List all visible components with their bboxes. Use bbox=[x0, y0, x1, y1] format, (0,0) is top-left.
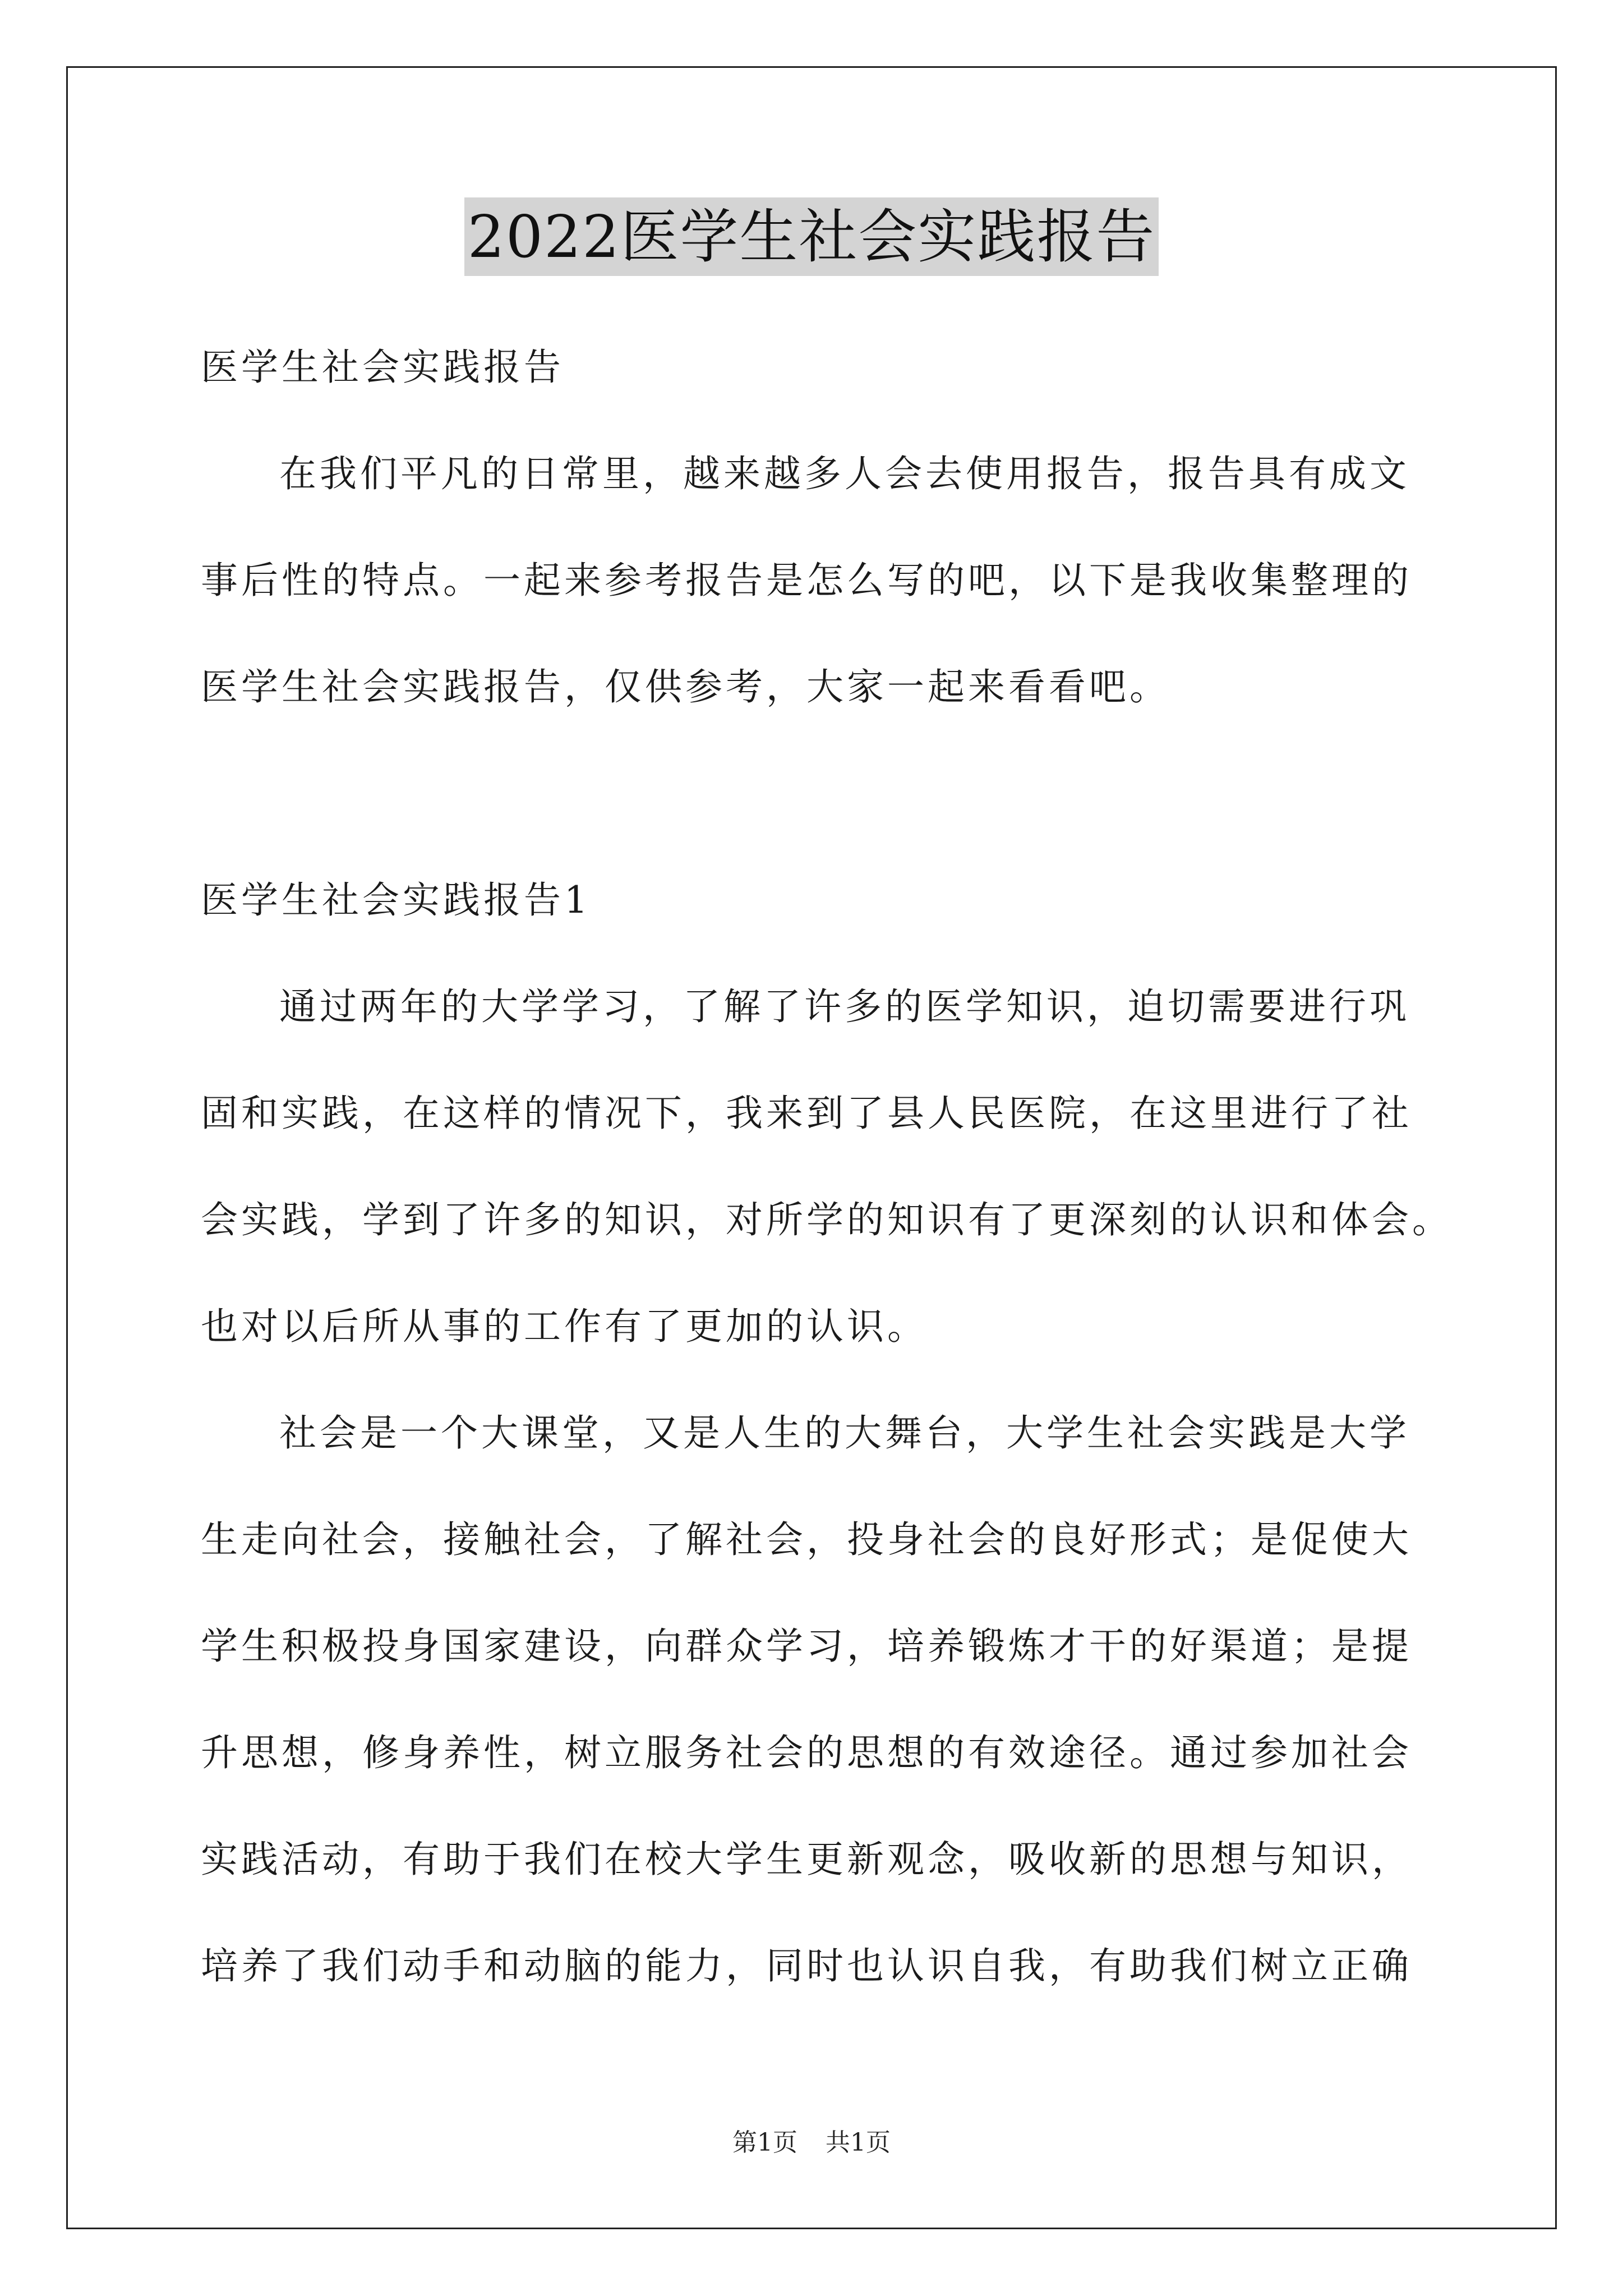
paragraph1-line: 会实践，学到了许多的知识，对所学的知识有了更深刻的认识和体会。 bbox=[201, 1198, 1453, 1241]
intro-line: 医学生社会实践报告，仅供参考，大家一起来看看吧。 bbox=[201, 665, 1170, 708]
page-footer bbox=[0, 2126, 1623, 2160]
paragraph2-line: 社会是一个大课堂，又是人生的大舞台，大学生社会实践是大学 bbox=[279, 1411, 1410, 1455]
document-title: 2022医学生社会实践报告 bbox=[464, 197, 1159, 276]
page-number-current: 第1页 bbox=[732, 2128, 797, 2157]
title-container bbox=[0, 197, 1623, 276]
paragraph2-line: 学生积极投身国家建设，向群众学习，培养锻炼才干的好渠道；是提 bbox=[201, 1625, 1412, 1668]
paragraph1-line: 固和实践，在这样的情况下，我来到了县人民医院，在这里进行了社 bbox=[201, 1092, 1412, 1135]
paragraph1-line: 也对以后所从事的工作有了更加的认识。 bbox=[201, 1305, 928, 1348]
page-number-total: 共1页 bbox=[826, 2128, 891, 2157]
paragraph1-line: 通过两年的大学学习，了解了许多的医学知识，迫切需要进行巩 bbox=[279, 985, 1410, 1028]
paragraph2-line: 培养了我们动手和动脑的能力，同时也认识自我，有助我们树立正确 bbox=[201, 1944, 1412, 1987]
document-body bbox=[201, 314, 1453, 2019]
paragraph2-line: 升思想，修身养性，树立服务社会的思想的有效途径。通过参加社会 bbox=[201, 1731, 1412, 1774]
document-subtitle: 医学生社会实践报告 bbox=[201, 346, 564, 389]
section-spacer bbox=[201, 740, 1435, 847]
paragraph2-line: 生走向社会，接触社会，了解社会，投身社会的良好形式；是促使大 bbox=[201, 1518, 1412, 1561]
intro-line: 事后性的特点。一起来参考报告是怎么写的吧，以下是我收集整理的 bbox=[201, 559, 1412, 602]
intro-line: 在我们平凡的日常里，越来越多人会去使用报告，报告具有成文 bbox=[279, 452, 1410, 495]
paragraph2-line: 实践活动，有助于我们在校大学生更新观念，吸收新的思想与知识， bbox=[201, 1838, 1412, 1881]
section-heading: 医学生社会实践报告1 bbox=[201, 878, 591, 922]
